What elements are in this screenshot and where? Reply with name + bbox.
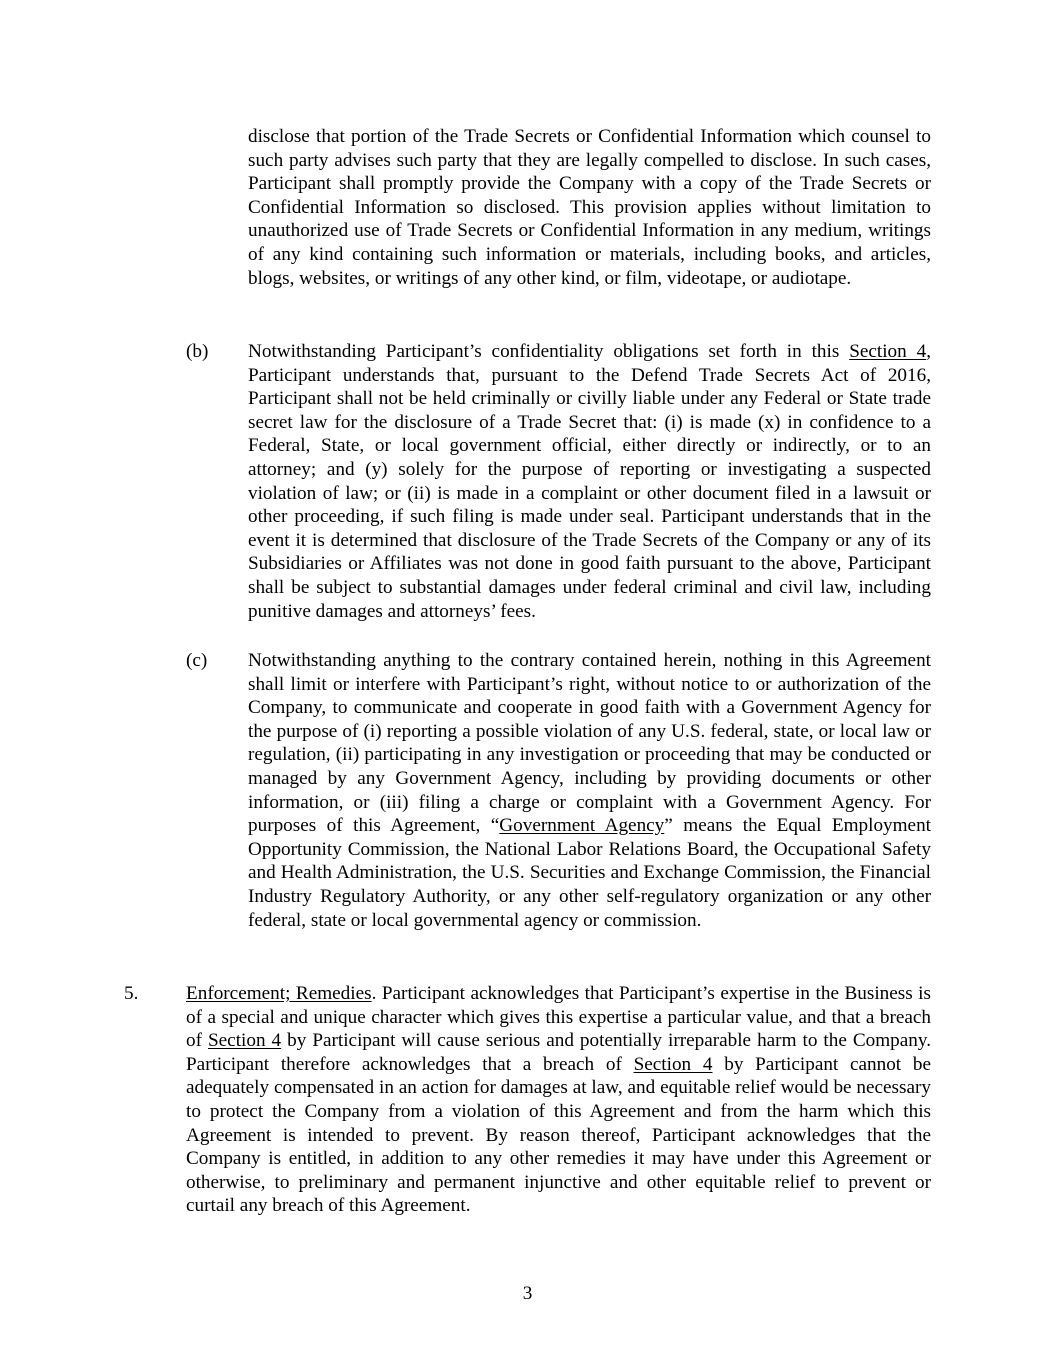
continuation-paragraph [248,125,931,290]
subsection-c-text-1: Notwithstanding anything to the contrary contained herein, nothing in this Agreement shall limit or interfere with Participant’s right, without notice to or authorization of the Company, to communicate and cooperate in good faith with a Government Agency for the purpose of (i) reporting a possible violation of any U.S. federal, state, or local law or regulation, (ii) participating in any investigation or proceeding that may be conducted or managed by any Government Agency, including by providing documents or other information, or (iii) filing a charge or complaint with a Government Agency. For purposes of this Agreement, “ [248,650,931,837]
subsection-b-text-2: , Participant understands that, pursuant to the Defend Trade Secrets Act of 2016, Participant shall not be held criminally or civilly liable under any Federal or State trade secret law for the disclosure of a Trade Secret that: (i) is made (x) in confidence to a Federal, State, or local government official, either directly or indirectly, or to an attorney; and (y) solely for the purpose of reporting or investigating a suspected violation of law; or (ii) is made in a complaint or other document filed in a lawsuit or other proceeding, if such filing is made under seal. Participant understands that in the event it is determined that disclosure of the Trade Secrets of the Company or any of its Subsidiaries or Affiliates was not done in good faith pursuant to the above, Participant shall be subject to substantial damages under federal criminal and civil law, including punitive damages and attorneys’ fees. [248,341,931,622]
subsection-c-text-2: ” means the Equal Employment Opportunity Commission, the National Labor Relations Board, the Occupational Safety and Health Administration, the U.S. Securities and Exchange Commission, the Financial Industry Regulatory Authority, or any other self-regulatory organization or any other federal, state or local governmental agency or commission. [248,815,931,931]
section-5-paragraph [186,982,931,1218]
page-number: 3 [522,1283,533,1304]
subsection-b-text-1: Notwithstanding Participant’s confidentiality obligations set forth in this [248,341,850,362]
subsection-c-paragraph [248,649,931,932]
section-4-reference: Section 4 [633,1053,713,1075]
section-5-number: 5. [124,983,139,1004]
section-4-reference: Section 4 [849,341,927,362]
subsection-b-paragraph [248,340,931,623]
government-agency-defined-term: Government Agency [499,815,665,837]
subsection-c-label: (c) [186,650,208,671]
subsection-b-label: (b) [186,341,209,362]
section-5-text-1: . Participant acknowledges that Participant’s expertise in the Business is of a special and unique character which gives this expertise a particular value, and that a breach of [186,983,931,1052]
continuation-text: disclose that portion of the Trade Secrets or Confidential Information which counsel to such party advises such party that they are legally compelled to disclose. In such cases, Participant shall promptly provide the Company with a copy of the Trade Secrets or Confidential Information so disclosed. This provision applies without limitation to unauthorized use of Trade Secrets or Confidential Information in any medium, writings of any kind containing such information or materials, including books, and articles, blogs, websites, or writings of any other kind, or film, videotape, or audiotape. [248,126,931,289]
section-5-heading: Enforcement; Remedies [186,983,372,1004]
section-5-text-3: by Participant cannot be adequately compensated in an action for damages at law, and equitable relief would be necessary to protect the Company from a violation of this Agreement and from the harm which this Agreement is intended to prevent. By reason thereof, Participant acknowledges that the Company is entitled, in addition to any other remedies it may have under this Agreement or otherwise, to preliminary and permanent injunctive and other equitable relief to prevent or curtail any breach of this Agreement. [186,1053,931,1217]
section-5-text-2: by Participant will cause serious and potentially irreparable harm to the Company. Participant therefore acknowledges that a breach of [186,1030,932,1075]
section-4-reference: Section 4 [207,1030,282,1052]
